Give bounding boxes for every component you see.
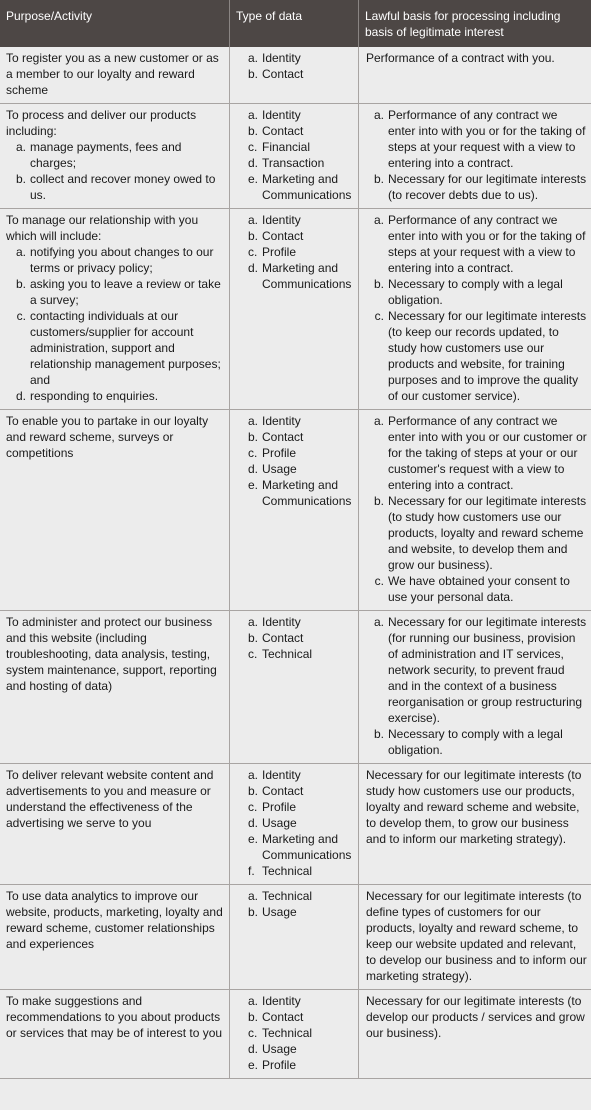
- item-marker: b.: [373, 727, 384, 741]
- basis-text: Necessary for our legitimate interests (to define types of customers for our products, loyalty and reward scheme, to keep our website updated and relevant, to develop our business and to inform our marketing strategy).: [366, 889, 587, 983]
- item-text: Performance of any contract we enter into with you or our customer or for the taking of steps at your or our customer's request with a view to entering into a contract.: [388, 414, 587, 492]
- data-type-item: [248, 260, 352, 292]
- lawful-basis-cell: [358, 990, 591, 1078]
- item-text: Identity: [262, 768, 301, 782]
- header-purpose: Purpose/Activity: [6, 9, 93, 23]
- lawful-basis-cell: [358, 47, 591, 103]
- item-marker: e.: [248, 478, 259, 492]
- item-text: manage payments, fees and charges;: [30, 140, 182, 170]
- purpose-item: [6, 139, 223, 171]
- purpose-text: To make suggestions and recommendations to you about products or services that may be of interest to you: [6, 994, 223, 1040]
- data-type-list: [248, 212, 352, 292]
- data-type-list: [248, 767, 352, 879]
- data-type-item: [248, 228, 352, 244]
- table-header: [0, 0, 591, 47]
- item-text: Necessary to comply with a legal obligation.: [388, 277, 563, 307]
- header-type-of-data: Type of data: [229, 0, 358, 47]
- item-marker: b.: [248, 124, 259, 138]
- item-marker: f.: [248, 864, 255, 878]
- item-marker: a.: [373, 213, 384, 227]
- data-type-item: [248, 815, 352, 831]
- data-type-list: [248, 614, 352, 662]
- table-row: [0, 610, 591, 763]
- item-marker: a.: [373, 108, 384, 122]
- basis-list: [366, 212, 587, 404]
- item-marker: d.: [248, 261, 259, 275]
- data-type-item: [248, 155, 352, 171]
- data-type-item: [248, 244, 352, 260]
- basis-text: Performance of a contract with you.: [366, 51, 555, 65]
- data-type-list: [248, 50, 352, 82]
- purpose-cell: [0, 611, 229, 763]
- item-text: Technical: [262, 889, 313, 903]
- item-text: Identity: [262, 108, 301, 122]
- item-text: Usage: [262, 1042, 297, 1056]
- lawful-basis-cell: [358, 209, 591, 409]
- item-text: Identity: [262, 994, 301, 1008]
- basis-text: Necessary for our legitimate interests (to study how customers use our products, loyalty and reward scheme and website, to develop them, to grow our business and to inform our marketing strategy).: [366, 768, 582, 846]
- purpose-text: To enable you to partake in our loyalty and reward scheme, surveys or competitions: [6, 414, 209, 460]
- item-marker: c.: [248, 1026, 258, 1040]
- data-type-item: [248, 212, 352, 228]
- lawful-basis-cell: [358, 885, 591, 989]
- data-type-cell: [229, 410, 358, 610]
- item-text: Usage: [262, 905, 297, 919]
- purpose-cell: [0, 990, 229, 1078]
- item-marker: a.: [15, 140, 26, 154]
- item-text: Contact: [262, 124, 304, 138]
- data-type-cell: [229, 885, 358, 989]
- basis-item: [366, 413, 587, 493]
- item-text: asking you to leave a review or take a survey;: [30, 277, 221, 307]
- header-lawful-basis: Lawful basis for processing including basis of legitimate interest: [358, 0, 591, 47]
- purpose-text: To deliver relevant website content and advertisements to you and measure or understand the effectiveness of the advertising we serve to you: [6, 768, 214, 830]
- item-text: Identity: [262, 414, 301, 428]
- item-text: Financial: [262, 140, 311, 154]
- item-text: Identity: [262, 213, 301, 227]
- item-marker: b.: [248, 229, 259, 243]
- item-text: Necessary for our legitimate interests (for running our business, provision of administration and IT services, network security, to prevent fraud and in the context of a business reorganisation or group restructuring exercise).: [388, 615, 587, 725]
- item-marker: a.: [248, 889, 259, 903]
- lawful-basis-cell: [358, 611, 591, 763]
- item-marker: b.: [248, 1010, 259, 1024]
- data-type-item: [248, 993, 352, 1009]
- data-type-item: [248, 783, 352, 799]
- data-type-item: [248, 630, 352, 646]
- item-marker: c.: [248, 446, 258, 460]
- purpose-cell: [0, 885, 229, 989]
- item-marker: b.: [248, 430, 259, 444]
- item-text: Contact: [262, 430, 304, 444]
- purpose-text: To administer and protect our business and this website (including troubleshooting, data analysis, testing, system maintenance, support, reporting and hosting of data): [6, 615, 217, 693]
- purpose-text: To use data analytics to improve our website, products, marketing, loyalty and reward scheme, customer relationships and experiences: [6, 889, 223, 951]
- purpose-item: [6, 244, 223, 276]
- item-marker: b.: [248, 784, 259, 798]
- data-type-item: [248, 646, 352, 662]
- item-marker: b.: [15, 277, 26, 291]
- item-marker: b.: [373, 494, 384, 508]
- item-text: Contact: [262, 229, 304, 243]
- purpose-cell: [0, 47, 229, 103]
- data-type-item: [248, 413, 352, 429]
- item-text: Marketing and Communications: [262, 832, 352, 862]
- item-marker: a.: [248, 994, 259, 1008]
- item-text: Performance of any contract we enter into with you or for the taking of steps at your request with a view to entering into a contract.: [388, 108, 586, 170]
- basis-item: [366, 726, 587, 758]
- item-text: Usage: [262, 816, 297, 830]
- basis-item: [366, 493, 587, 573]
- purpose-item: [6, 388, 223, 404]
- table-row: [0, 884, 591, 989]
- item-text: Necessary to comply with a legal obligation.: [388, 727, 563, 757]
- item-marker: a.: [248, 51, 259, 65]
- item-text: Performance of any contract we enter into with you or for the taking of steps at your request with a view to entering into a contract.: [388, 213, 586, 275]
- purpose-item: [6, 171, 223, 203]
- item-marker: e.: [248, 1058, 259, 1072]
- data-type-list: [248, 888, 352, 920]
- item-marker: a.: [248, 768, 259, 782]
- data-type-item: [248, 767, 352, 783]
- basis-list: [366, 413, 587, 605]
- item-text: Profile: [262, 245, 297, 259]
- item-marker: e.: [248, 832, 259, 846]
- data-type-item: [248, 66, 352, 82]
- item-marker: d.: [248, 156, 259, 170]
- item-marker: b.: [248, 67, 259, 81]
- purpose-text: To manage our relationship with you which will include:: [6, 213, 199, 243]
- item-marker: c.: [248, 140, 258, 154]
- table-body: [0, 47, 591, 1078]
- item-marker: c.: [16, 309, 26, 323]
- data-type-item: [248, 1041, 352, 1057]
- purpose-cell: [0, 410, 229, 610]
- data-type-item: [248, 123, 352, 139]
- data-type-cell: [229, 47, 358, 103]
- table-row: [0, 989, 591, 1078]
- data-type-item: [248, 888, 352, 904]
- item-text: Necessary for our legitimate interests (to keep our records updated, to study how customers use our products and website, for training purposes and to improve the quality of our customer service).: [388, 309, 587, 403]
- item-marker: a.: [373, 615, 384, 629]
- data-type-item: [248, 831, 352, 863]
- item-text: Contact: [262, 67, 304, 81]
- item-marker: c.: [374, 309, 384, 323]
- item-marker: a.: [248, 414, 259, 428]
- item-text: Marketing and Communications: [262, 172, 352, 202]
- data-type-item: [248, 799, 352, 815]
- table-row: [0, 409, 591, 610]
- item-text: Contact: [262, 784, 304, 798]
- lawful-basis-cell: [358, 410, 591, 610]
- item-marker: a.: [248, 108, 259, 122]
- item-marker: c.: [248, 245, 258, 259]
- item-text: Usage: [262, 462, 297, 476]
- lawful-basis-cell: [358, 104, 591, 208]
- item-text: Profile: [262, 446, 297, 460]
- lawful-basis-cell: [358, 764, 591, 884]
- basis-list: [366, 107, 587, 203]
- item-text: Profile: [262, 1058, 297, 1072]
- data-type-item: [248, 171, 352, 203]
- table-row: [0, 763, 591, 884]
- item-text: Transaction: [262, 156, 325, 170]
- item-text: Contact: [262, 631, 304, 645]
- data-type-cell: [229, 209, 358, 409]
- item-marker: e.: [248, 172, 259, 186]
- item-text: Technical: [262, 864, 313, 878]
- item-text: Identity: [262, 51, 301, 65]
- item-marker: a.: [248, 213, 259, 227]
- purpose-cell: [0, 104, 229, 208]
- basis-text: Necessary for our legitimate interests (to develop our products / services and grow our business).: [366, 994, 585, 1040]
- data-type-cell: [229, 104, 358, 208]
- data-type-cell: [229, 611, 358, 763]
- basis-item: [366, 276, 587, 308]
- basis-item: [366, 107, 587, 171]
- purpose-item: [6, 276, 223, 308]
- item-marker: b.: [373, 277, 384, 291]
- data-type-item: [248, 107, 352, 123]
- data-type-item: [248, 429, 352, 445]
- basis-item: [366, 614, 587, 726]
- data-type-list: [248, 413, 352, 509]
- item-marker: b.: [248, 631, 259, 645]
- purpose-list: [6, 244, 223, 404]
- item-text: Marketing and Communications: [262, 261, 352, 291]
- basis-list: [366, 614, 587, 758]
- table-row: [0, 208, 591, 409]
- table-bottom-border: [0, 1078, 591, 1079]
- item-marker: b.: [15, 172, 26, 186]
- item-text: Identity: [262, 615, 301, 629]
- purpose-cell: [0, 209, 229, 409]
- data-type-cell: [229, 764, 358, 884]
- basis-item: [366, 573, 587, 605]
- basis-item: [366, 171, 587, 203]
- item-marker: d.: [248, 1042, 259, 1056]
- data-type-list: [248, 993, 352, 1073]
- basis-item: [366, 308, 587, 404]
- data-type-item: [248, 904, 352, 920]
- item-text: Necessary for our legitimate interests (to recover debts due to us).: [388, 172, 587, 202]
- item-marker: a.: [15, 245, 26, 259]
- data-type-list: [248, 107, 352, 203]
- item-marker: c.: [248, 647, 258, 661]
- item-text: collect and recover money owed to us.: [30, 172, 216, 202]
- data-type-item: [248, 1025, 352, 1041]
- data-type-item: [248, 1009, 352, 1025]
- item-text: Technical: [262, 1026, 313, 1040]
- item-marker: b.: [248, 905, 259, 919]
- item-text: Necessary for our legitimate interests (to study how customers use our products, loyalty and reward scheme and website, to develop them and grow our business).: [388, 494, 587, 572]
- data-type-item: [248, 863, 352, 879]
- table-row: [0, 103, 591, 208]
- item-marker: d.: [15, 389, 26, 403]
- item-text: responding to enquiries.: [30, 389, 159, 403]
- item-marker: c.: [374, 574, 384, 588]
- item-marker: a.: [373, 414, 384, 428]
- table-row: [0, 47, 591, 103]
- purpose-cell: [0, 764, 229, 884]
- item-text: notifying you about changes to our terms or privacy policy;: [30, 245, 214, 275]
- data-type-item: [248, 461, 352, 477]
- item-marker: a.: [248, 615, 259, 629]
- data-type-item: [248, 1057, 352, 1073]
- item-text: Contact: [262, 1010, 304, 1024]
- item-text: Marketing and Communications: [262, 478, 352, 508]
- basis-item: [366, 212, 587, 276]
- data-type-item: [248, 50, 352, 66]
- item-text: We have obtained your consent to use your personal data.: [388, 574, 570, 604]
- item-text: Profile: [262, 800, 297, 814]
- item-marker: b.: [373, 172, 384, 186]
- purpose-item: [6, 308, 223, 388]
- item-text: Technical: [262, 647, 313, 661]
- data-type-item: [248, 477, 352, 509]
- purpose-text: To process and deliver our products including:: [6, 108, 197, 138]
- purpose-list: [6, 139, 223, 203]
- data-type-cell: [229, 990, 358, 1078]
- data-type-item: [248, 614, 352, 630]
- data-type-item: [248, 139, 352, 155]
- item-marker: d.: [248, 816, 259, 830]
- item-text: contacting individuals at our customers/supplier for account administration, support and relationship management purposes; and: [30, 309, 221, 387]
- data-type-item: [248, 445, 352, 461]
- purpose-text: To register you as a new customer or as a member to our loyalty and reward scheme: [6, 51, 219, 97]
- item-marker: d.: [248, 462, 259, 476]
- item-marker: c.: [248, 800, 258, 814]
